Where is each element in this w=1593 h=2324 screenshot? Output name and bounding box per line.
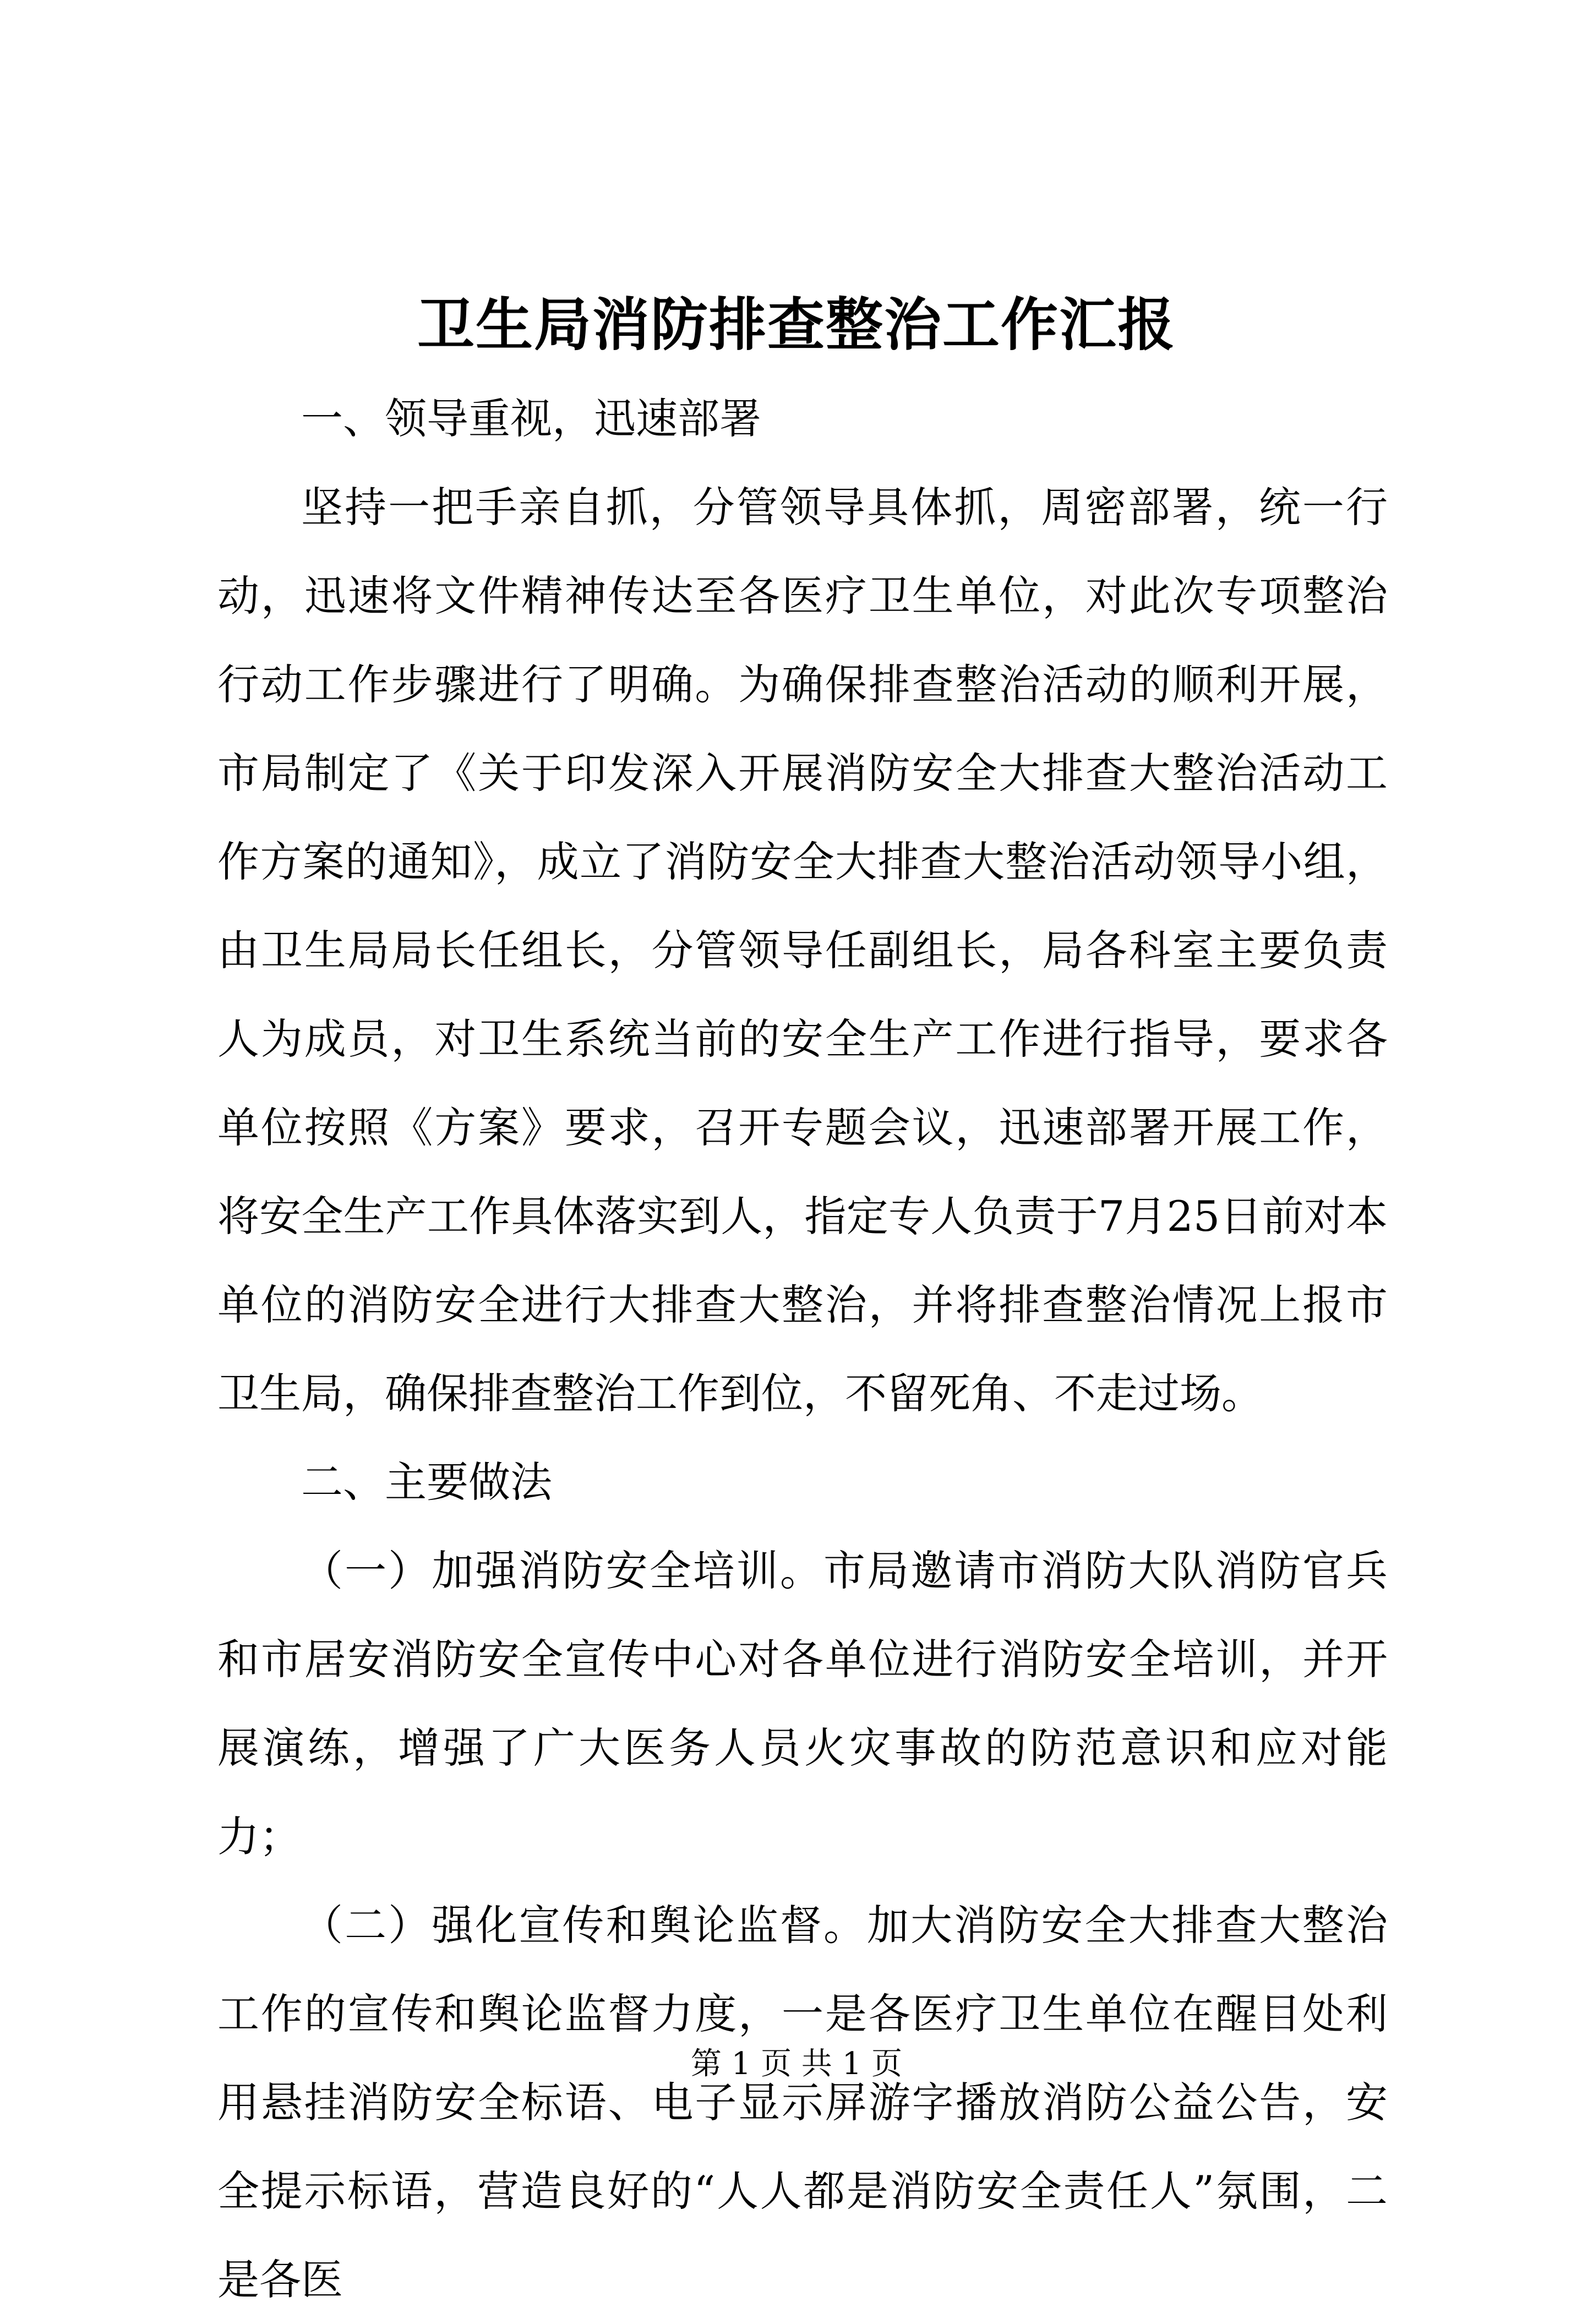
document-body xyxy=(217,374,1388,2324)
paragraph: （二）强化宣传和舆论监督。加大消防安全大排查大整治工作的宣传和舆论监督力度，一是各医疗卫生单位在醒目处利用悬挂消防安全标语、电子显示屏游字播放消防公益公告，安全提示标语，营造良好的“人人都是消防安全责任人”氛围，二是各医 xyxy=(217,1901,1388,2304)
paragraph: 坚持一把手亲自抓，分管领导具体抓，周密部署，统一行动，迅速将文件精神传达至各医疗卫生单位，对此次专项整治行动工作步骤进行了明确。为确保排查整治活动的顺利开展，市局制定了《关于印发深入开展消防安全大排查大整治活动工作方案的通知》，成立了消防安全大排查大整治活动领导小组，由卫生局局长任组长，分管领导任副组长，局各科室主要负责人为成员，对卫生系统当前的安全生产工作进行指导，要求各单位按照《方案》要求，召开专题会议，迅速部署开展工作，将安全生产工作具体落实到人，指定专人负责于7月25日前对本单位的消防安全进行大排查大整治，并将排查整治情况上报市卫生局，确保排查整治工作到位，不留死角、不走过场。 xyxy=(217,483,1388,1418)
section-heading-2: 二、主要做法 xyxy=(301,1458,552,1507)
section-heading-1: 一、领导重视，迅速部署 xyxy=(301,394,761,443)
document-title: 卫生局消防排查整治工作汇报 xyxy=(417,291,1176,358)
page-footer: 第 1 页 共 1 页 xyxy=(690,2046,903,2082)
paragraph: （一）加强消防安全培训。市局邀请市消防大队消防官兵和市居安消防安全宣传中心对各单位进行消防安全培训，并开展演练，增强了广大医务人员火灾事故的防范意识和应对能力； xyxy=(217,1546,1388,1861)
